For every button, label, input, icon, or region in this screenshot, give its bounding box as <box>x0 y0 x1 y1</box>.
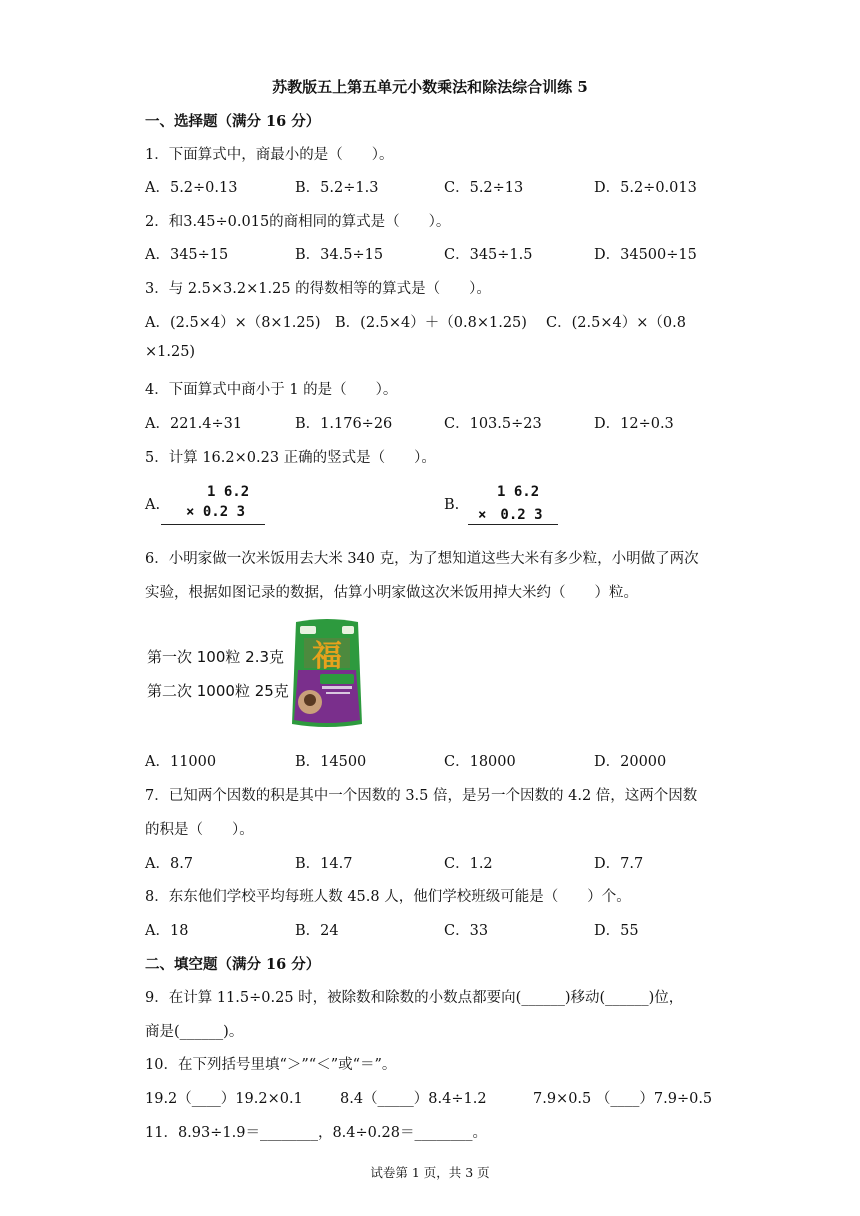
question-1-option-a: A．5.2÷0.13 <box>145 180 238 196</box>
question-6-option-d: D．20000 <box>594 754 667 770</box>
page-title: 苏教版五上第五单元小数乘法和除法综合训练 5 <box>272 78 588 96</box>
question-10-item-1: 19.2（____）19.2×0.1 <box>145 1091 303 1107</box>
question-9-line1: 9．在计算 11.5÷0.25 时，被除数和除数的小数点都要向(______)移动(______)位， <box>145 990 684 1006</box>
question-8-option-c: C．33 <box>444 923 489 939</box>
question-2-option-b: B．34.5÷15 <box>295 247 384 263</box>
question-5-option-a-top: 1 6.2 <box>207 484 250 500</box>
question-5-option-a-rule <box>161 524 265 525</box>
question-2-option-a: A．345÷15 <box>145 247 229 263</box>
question-1-option-d: D．5.2÷0.013 <box>594 180 697 196</box>
question-6-line2: 实验，根据如图记录的数据，估算小明家做这次米饭用掉大米约（ ）粒。 <box>145 585 638 601</box>
question-10-item-2: 8.4（_____）8.4÷1.2 <box>340 1091 487 1107</box>
question-6-line1: 6．小明家做一次米饭用去大米 340 克，为了想知道这些大米有多少粒，小明做了两次 <box>145 551 699 567</box>
question-1-option-b: B．5.2÷1.3 <box>295 180 379 196</box>
experiment-record-2: 第二次 1000粒 25克 <box>147 682 289 700</box>
question-4-option-a: A．221.4÷31 <box>145 416 243 432</box>
question-3-options-line2: ×1.25) <box>145 344 196 360</box>
question-3-options-line1: A．(2.5×4）×（8×1.25) B．(2.5×4）＋（0.8×1.25) C．(2.5×4）×（0.8 <box>145 315 686 331</box>
question-9-line2: 商是(______)。 <box>145 1024 244 1040</box>
question-7-option-b: B．14.7 <box>295 856 353 872</box>
question-11-stem: 11．8.93÷1.9＝________，8.4÷0.28＝________。 <box>145 1125 487 1141</box>
section-choice-heading: 一、选择题（满分 16 分） <box>145 113 321 130</box>
question-4-option-b: B．1.176÷26 <box>295 416 393 432</box>
question-4-stem: 4．下面算式中商小于 1 的是（ ）。 <box>145 382 398 398</box>
question-8-option-a: A．18 <box>145 923 189 939</box>
question-7-option-d: D．7.7 <box>594 856 644 872</box>
question-7-line2: 的积是（ ）。 <box>145 822 254 838</box>
question-10-stem: 10．在下列括号里填“＞”“＜”或“＝”。 <box>145 1057 397 1073</box>
question-2-option-c: C．345÷1.5 <box>444 247 533 263</box>
question-7-option-c: C．1.2 <box>444 856 493 872</box>
question-5-option-b-rule <box>468 524 558 525</box>
question-5-option-b-label: B. <box>444 497 460 513</box>
question-10-item-3: 7.9×0.5 （____）7.9÷0.5 <box>533 1091 713 1107</box>
experiment-record-1: 第一次 100粒 2.3克 <box>147 648 285 666</box>
question-6-option-b: B．14500 <box>295 754 367 770</box>
question-4-option-c: C．103.5÷23 <box>444 416 542 432</box>
question-5-stem: 5．计算 16.2×0.23 正确的竖式是（ ）。 <box>145 450 436 466</box>
question-5-option-b-top: 1 6.2 <box>497 484 540 500</box>
question-6-option-c: C．18000 <box>444 754 516 770</box>
question-7-line1: 7．已知两个因数的积是其中一个因数的 3.5 倍，是另一个因数的 4.2 倍，这两个因数 <box>145 788 698 804</box>
page-footer: 试卷第 1 页，共 3 页 <box>370 1165 490 1180</box>
question-2-option-d: D．34500÷15 <box>594 247 697 263</box>
question-1-option-c: C．5.2÷13 <box>444 180 524 196</box>
question-3-stem: 3．与 2.5×3.2×1.25 的得数相等的算式是（ ）。 <box>145 281 491 297</box>
question-2-stem: 2．和3.45÷0.015的商相同的算式是（ ）。 <box>145 214 451 230</box>
bag-logo-char: 福 <box>312 639 342 674</box>
question-7-option-a: A．8.7 <box>145 856 194 872</box>
question-4-option-d: D．12÷0.3 <box>594 416 674 432</box>
question-8-option-b: B．24 <box>295 923 339 939</box>
question-1-stem: 1．下面算式中，商最小的是（ ）。 <box>145 147 394 163</box>
question-6-option-a: A．11000 <box>145 754 217 770</box>
question-8-stem: 8．东东他们学校平均每班人数 45.8 人，他们学校班级可能是（ ）个。 <box>145 889 631 905</box>
rice-bag-image <box>290 616 364 730</box>
question-5-option-a-bottom: × 0.2 3 <box>186 504 246 520</box>
question-5-option-a-label: A. <box>145 497 161 513</box>
question-5-option-b-bottom: × 0.2 3 <box>478 507 543 523</box>
section-fill-heading: 二、填空题（满分 16 分） <box>145 956 321 973</box>
question-8-option-d: D．55 <box>594 923 639 939</box>
